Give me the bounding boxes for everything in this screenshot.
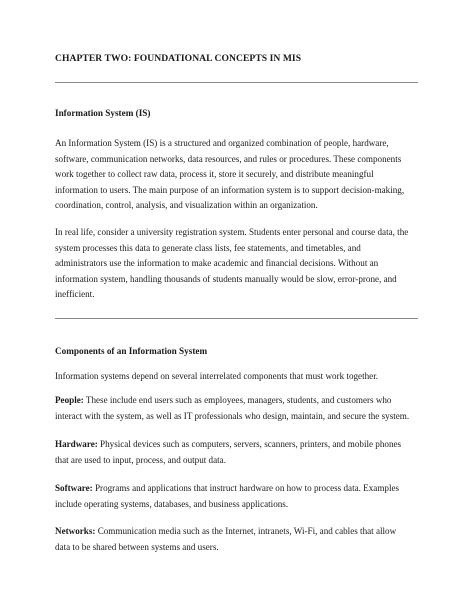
definition-text: Physical devices such as computers, servers, scanners, printers, and mobile phones xyxy=(97,439,402,449)
text-line: coordination, control, analysis, and visualization within an organization. xyxy=(55,200,318,211)
text-line: interact with the system, as well as IT professionals who design, maintain, and secure the system. xyxy=(55,410,410,421)
paragraph-software xyxy=(55,481,431,512)
divider-top xyxy=(55,82,418,83)
chapter-title: CHAPTER TWO: FOUNDATIONAL CONCEPTS IN MIS xyxy=(55,53,302,64)
paragraph-networks xyxy=(55,524,431,555)
paragraph-people xyxy=(55,393,431,424)
section-heading-components: Components of an Information System xyxy=(55,346,208,356)
paragraph-hardware xyxy=(55,437,431,468)
paragraph-definition xyxy=(55,136,431,214)
text-line xyxy=(55,481,431,497)
text-line: software, communication networks, data resources, and rules or procedures. These components xyxy=(55,153,402,164)
definition-text: Programs and applications that instruct hardware on how to process data. Examples xyxy=(92,483,400,493)
text-line: An Information System (IS) is a structured and organized combination of people, hardware, xyxy=(55,138,389,148)
definition-text: These include end users such as employees, managers, students, and customers who xyxy=(83,395,392,405)
definition-text: Communication media such as the Internet, intranets, Wi-Fi, and cables that allow xyxy=(95,526,397,536)
text-line xyxy=(55,393,431,409)
text-line xyxy=(55,437,431,453)
paragraph-example xyxy=(55,225,431,303)
paragraph-components-intro xyxy=(55,369,431,385)
text-line: Information systems depend on several interrelated components that must work together. xyxy=(55,371,378,381)
term-people: People: xyxy=(55,395,84,405)
text-line: In real life, consider a university registration system. Students enter personal and course data, the xyxy=(55,227,409,237)
term-networks: Networks: xyxy=(55,526,96,536)
text-line: data to be shared between systems and users. xyxy=(55,541,219,552)
term-software: Software: xyxy=(55,483,93,493)
section-heading-information-system: Information System (IS) xyxy=(55,108,151,118)
text-line: information to users. The main purpose of an information system is to support decision-making, xyxy=(55,184,405,195)
text-line: include operating systems, databases, and business applications. xyxy=(55,498,289,509)
term-hardware: Hardware: xyxy=(55,439,98,449)
text-line: work together to collect raw data, process it, store it securely, and distribute meaningful xyxy=(55,169,374,180)
text-line xyxy=(55,524,431,540)
text-line: information system, handling thousands of students manually would be slow, error-prone, and xyxy=(55,273,397,284)
divider-middle xyxy=(55,318,418,319)
text-line: system processes this data to generate class lists, fee statements, and timetables, and xyxy=(55,242,361,253)
text-line: inefficient. xyxy=(55,289,95,300)
text-line: administrators use the information to make academic and financial decisions. Without an xyxy=(55,258,379,269)
text-line: that are used to input, process, and output data. xyxy=(55,454,226,465)
